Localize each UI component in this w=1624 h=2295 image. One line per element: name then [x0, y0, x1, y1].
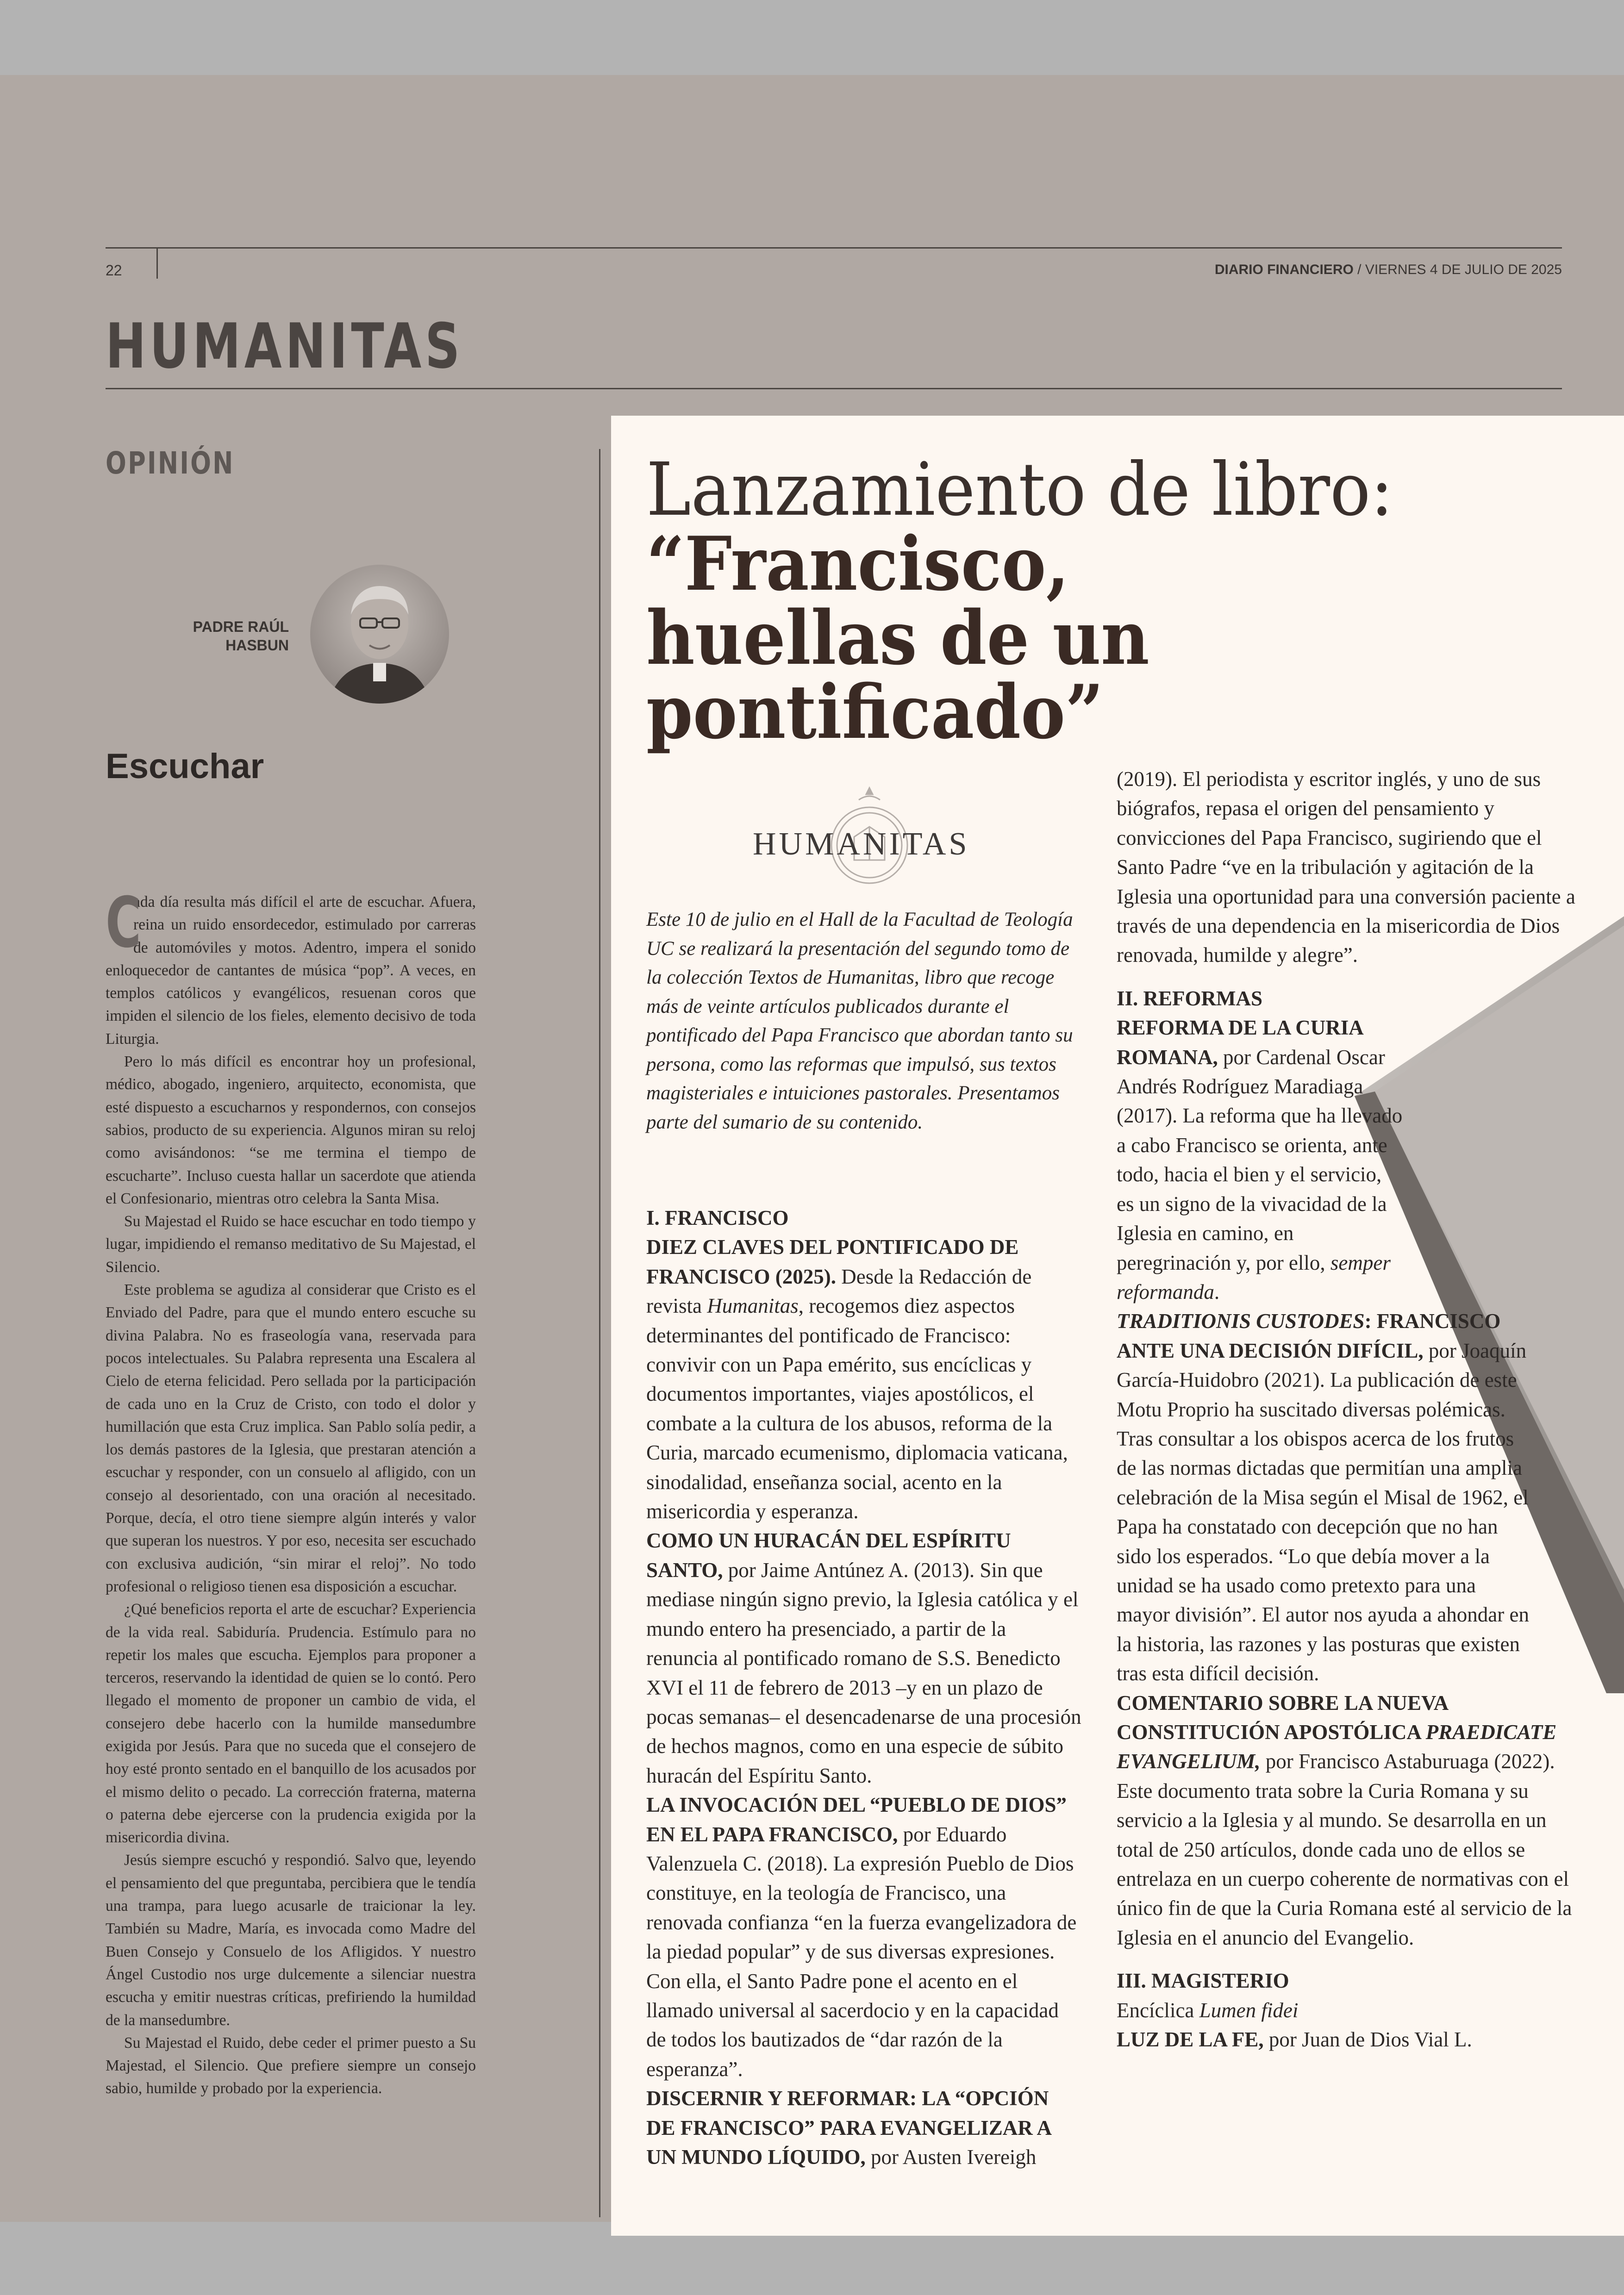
column-paragraph: Su Majestad el Ruido, debe ceder el primer puesto a Su Majestad, el Silencio. Que prefiere siempre un consejo sabio, humilde y probado por la experiencia.: [106, 2034, 476, 2097]
drop-cap: C: [106, 883, 142, 963]
opinion-label: OPINIÓN: [106, 445, 235, 481]
section-heading: II. REFORMAS: [1117, 986, 1263, 1010]
masthead: [1215, 262, 1562, 278]
summary-entry: [1117, 2025, 1607, 2054]
entry-text: por Austen Ivereigh: [865, 2145, 1037, 2169]
column-paragraph: Jesús siempre escuchó y respondió. Salvo que, leyendo el pensamiento del que preguntaba, percibiera que le tendía una trampa, para luego acusarle de traicionar la ley. También su Madre, María, es invocada como Madre del Buen Consejo y Consuelo de los Afligidos. Y nuestro Ángel Custodio nos urge dulcemente a silenciar nuestra escucha y emitir nuestras críticas, prefiriendo la humildad de la mansedumbre.: [106, 1852, 476, 2029]
column-divider: [599, 449, 600, 2217]
author-name-line1: PADRE RAÚL: [193, 618, 289, 635]
column-paragraph: Este problema se agudiza al considerar que Cristo es el Enviado del Padre, para que el mundo entero escuche su divina Palabra. No es fraseología vana, reservada para pocos intelectuales. Su Palabra representa una Escalera al Cielo de eterna felicidad. Pero sellada por la participación de cada uno en la Cruz de Cristo, con todo el dolor y humillación que esta Cruz implica. San Pablo solía pedir, a los demás pastores de la Iglesia, que prestaran atención a escuchar y responder, con un consuelo al afligido, con un consejo al desorientado, con una oración al necesitado. Porque, decía, el otro tiene siempre algún interés y valor que superan los nuestros. Y por eso, necesita ser escuchado con exclusiva audición, “sin mirar el reloj”. No todo profesional o religioso tienen esa disposición a escuchar.: [106, 1281, 476, 1595]
page-number: 22: [106, 262, 122, 279]
entry-text: , recogemos diez aspectos determinantes del pontificado de Francisco: convivir con un Papa emérito, sus encíclicas y documentos importantes, viajes apostólicos, el combate a la cultura de los abusos, reforma de la Curia, marcado ecumenismo, diplomacia vaticana, sinodalidad, enseñanza social, acento en la misericordia y esperanza.: [646, 1294, 1068, 1523]
top-rule: [106, 247, 1562, 249]
entry-text: Desde la Redacción de revista: [646, 1265, 1032, 1318]
author-name-line2: HASBUN: [225, 637, 289, 654]
column-paragraph: Pero lo más difícil es encontrar hoy un profesional, médico, abogado, ingeniero, arquitecto, economista, que esté dispuesto a escucharnos y respondernos, con consejos sabios, producto de su experiencia. Algunos miran su reloj como avisándonos: “se me termina el tiempo de escucharte”. Incluso cuesta hallar un sacerdote que atienda el Confesionario, mientras otro celebra la Santa Misa.: [106, 1053, 476, 1207]
section-heading: III. MAGISTERIO: [1117, 1969, 1289, 1993]
feature-intro: Este 10 de julio en el Hall de la Facultad de Teología UC se realizará la presentación del segundo tomo de la colección Textos de Humanitas, libro que recoge más de veinte artículos publicados durante el pontificado del Papa Francisco que abordan tanto su persona, como las reformas que impulsó, sus textos magisteriales e intuiciones pastorales. Presentamos parte del sumario de su contenido.: [646, 909, 1073, 1133]
summary-entry: [646, 1790, 1081, 2084]
section-heading: I. FRANCISCO: [646, 1206, 789, 1229]
entry-text: Encíclica: [1117, 1998, 1199, 2022]
column-body: [106, 883, 476, 2100]
reforms-block: [1117, 984, 1404, 1307]
section-gap: [1117, 1952, 1607, 1966]
summary-entry: [646, 2084, 1081, 2172]
entry-title-text: : FRANCISCO ANTE UNA DECISIÓN DIFÍCIL,: [1117, 1310, 1501, 1362]
entry-text: por Cardenal Oscar Andrés Rodríguez Maradiaga (2017). La reforma que ha llevado a cabo Francisco se orienta, ante todo, hacia el bien y el servicio, es un signo de la vivacidad de la Iglesia en camino, en peregrinación y, por ello,: [1117, 1045, 1403, 1274]
humanitas-logo-text: HUMANITAS: [753, 826, 970, 862]
headline-kicker: Lanzamiento de libro:: [646, 447, 1393, 532]
entry-title: DISCERNIR Y REFORMAR: LA “OPCIÓN DE FRANCISCO” PARA EVANGELIZAR A UN MUNDO LÍQUIDO,: [646, 2087, 1051, 2169]
section-gap: [1117, 970, 1607, 984]
entry-title-italic: PRAEDICATE EVANGELIUM,: [1117, 1721, 1557, 1773]
section-rule: [106, 388, 1562, 389]
entry-text: .: [1214, 1280, 1220, 1303]
entry-text: por Jaime Antúnez A. (2013). Sin que mediase ningún signo previo, la Iglesia católica y el mundo entero ha presenciado, a partir de la renuncia al pontificado romano de S.S. Benedicto XVI el 11 de febrero de 2013 –y en un plazo de pocas semanas– el desencadenarse de una procesión de hechos magnos, como en una especie de súbito huracán del Espíritu Santo.: [646, 1558, 1081, 1787]
summary-column-right: [1117, 765, 1607, 2054]
column-paragraph: [106, 883, 476, 1050]
entry-text-italic: Lumen fidei: [1199, 1998, 1299, 2022]
section-title: HUMANITAS: [106, 310, 464, 382]
summary-entry: [1117, 1307, 1533, 1688]
paragraph-text: ada día resulta más difícil el arte de escuchar. Afuera, reina un ruido ensordecedor, estimulado por carreras de automóviles y motos. Adentro, impera el sonido enloquecedor de cantantes de música “pop”. A veces, en templos católicos y evangélicos, resuenan coros que impiden el silencio de los fieles, elemento decisivo de toda Liturgia.: [106, 893, 476, 1048]
page-number-divider: [156, 248, 158, 279]
entry-title: LA INVOCACIÓN DEL “PUEBLO DE DIOS” EN EL PAPA FRANCISCO,: [646, 1793, 1067, 1846]
entry-title: COMO UN HURACÁN DEL ESPÍRITU SANTO,: [646, 1529, 1011, 1582]
entry-text-italic: semper reformanda: [1117, 1251, 1391, 1303]
column-paragraph: ¿Qué beneficios reporta el arte de escuchar? Experiencia de la vida real. Sabiduría. Prudencia. Estímulo para no repetir los males que escucha. Ejemplos para proponer a terceros, reservando la identidad de quien se lo contó. Pero llegado el momento de proponer un cambio de vida, el consejero debe hacerlo con la humilde mansedumbre exigida por Jesús. Para que no suceda que el consejero de hoy esté pronto sentado en el banquillo de los acusados por el mismo delito o pecado. La corrección fraterna, materna o paterna debe ejercerse con la prudencia exigida por la misericordia divina.: [106, 1601, 476, 1846]
entry-text: por Francisco Astaburuaga (2022). Este documento trata sobre la Curia Romana y su servicio a la Iglesia y al mundo. Se desarrolla en un total de 250 artículos, donde cada uno de ellos se entrelaza en un cuerpo coherente de normativas con el único fin de que la Curia Romana esté al servicio de la Iglesia en el anuncio del Evangelio.: [1117, 1750, 1572, 1949]
summary-column-left: [646, 1204, 1081, 2172]
column-paragraph: Su Majestad el Ruido se hace escuchar en todo tiempo y lugar, impidiendo el remanso meditativo de Su Majestad, el Silencio.: [106, 1213, 476, 1276]
entry-title: DIEZ CLAVES DEL PONTIFICADO DE FRANCISCO (2025).: [646, 1235, 1019, 1288]
entry-text: por Joaquín García-Huidobro (2021). La publicación de este Motu Proprio ha suscitado diversas polémicas. Tras consultar a los obispos acerca de los frutos de las normas dictadas que permitían una amplia celebración de la Misa según el Misal de 1962, el Papa ha constatado con decepción que no han sido los esperados. “Lo que debía mover a la unidad se ha usado como pretexto para una mayor división”. El autor nos ayuda a ahondar en la historia, las razones y las posturas que existen tras esta difícil decisión.: [1117, 1339, 1529, 1685]
entry-title: REFORMA DE LA CURIA ROMANA,: [1117, 1016, 1363, 1069]
summary-entry: [1117, 1996, 1607, 2025]
summary-entry: [1117, 1013, 1404, 1307]
author-photo: [309, 564, 450, 705]
entry-text-italic: Humanitas: [707, 1294, 799, 1318]
summary-entry: [646, 1233, 1081, 1526]
feature-panel: [611, 416, 1624, 2236]
entry-title-italic: TRADITIONIS CUSTODES: [1117, 1310, 1365, 1333]
publication-name: DIARIO FINANCIERO: [1214, 262, 1354, 277]
summary-entry: [1117, 1689, 1580, 1953]
column-title: Escuchar: [106, 747, 264, 786]
entry-title: LUZ DE LA FE,: [1117, 2028, 1264, 2052]
summary-entry: [646, 1526, 1081, 1790]
newspaper-page: [0, 75, 1624, 2222]
entry-title-text: COMENTARIO SOBRE LA NUEVA CONSTITUCIÓN APOSTÓLICA: [1117, 1691, 1448, 1744]
author-name: [176, 617, 289, 655]
entry-text: por Eduardo Valenzuela C. (2018). La expresión Pueblo de Dios constituye, en la teología de Francisco, una renovada confianza “en la fuerza evangelizadora de la piedad popular” y de sus diversas expresiones. Con ella, el Santo Padre pone el acento en el llamado universal al sacerdocio y en la capacidad de todos los bautizados de “dar razón de la esperanza”.: [646, 1822, 1077, 2081]
summary-entry-continued: (2019). El periodista y escritor inglés, y uno de sus biógrafos, repasa el origen del pensamiento y convicciones del Papa Francisco, sugiriendo que el Santo Padre “ve en la tribulación y agitación de la Iglesia una oportunidad para una conversión paciente a través de una dependencia en la misericordia de Dios renovada, humilde y alegre”.: [1117, 767, 1575, 967]
entry-text: por Juan de Dios Vial L.: [1263, 2028, 1472, 2052]
headline-title: “Francisco, huellas de un pontificado”: [646, 520, 1149, 755]
issue-date: / VIERNES 4 DE JULIO DE 2025: [1353, 262, 1562, 277]
